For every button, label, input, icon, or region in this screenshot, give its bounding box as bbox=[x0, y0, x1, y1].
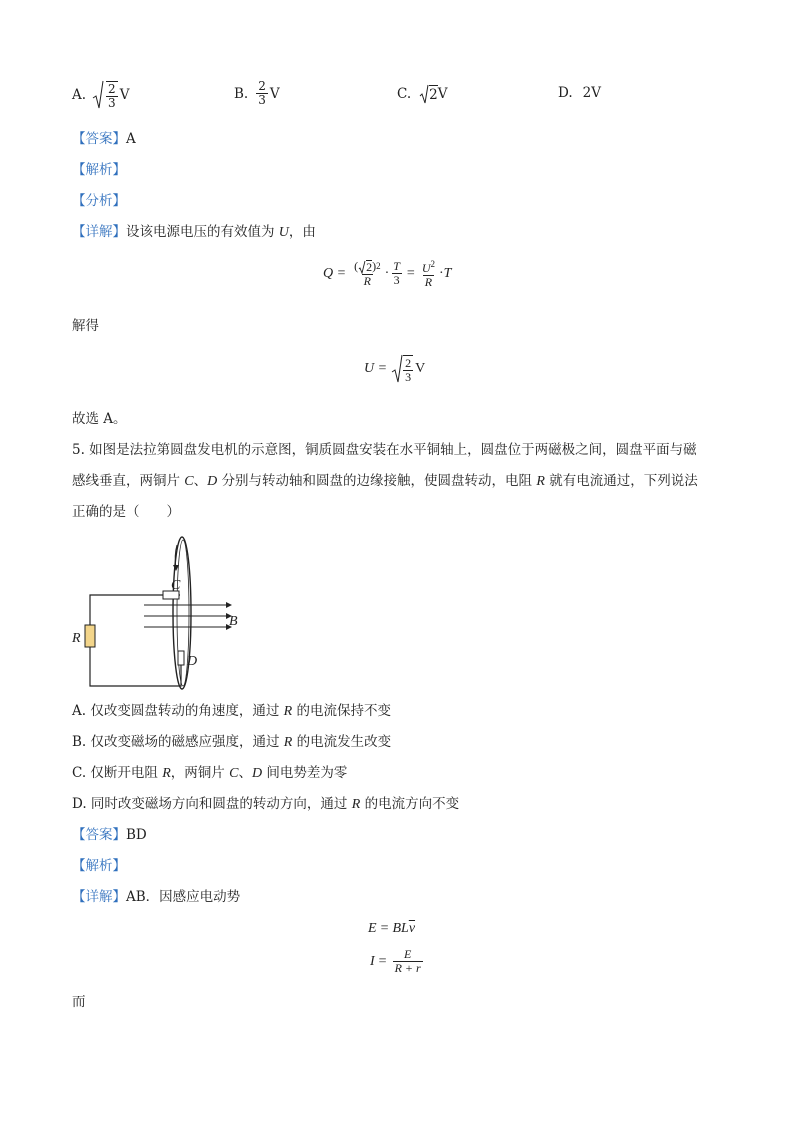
answer-line-q5: 【答案】BD bbox=[72, 827, 147, 843]
equation-q-energy: Q = ( 2 ) 2 R · $\frac{T}{3}$ = $\frac{U^2}{R}$ · T bbox=[323, 259, 452, 289]
contact-D bbox=[178, 651, 184, 665]
equation-u-result: U = $\frac{2}{3}$ V bbox=[364, 355, 426, 384]
option-b-q4: B. $\frac{2}{3}$ V bbox=[234, 79, 280, 107]
q5-option-b: B. 仅改变磁场的磁感应强度，通过 R 的电流发生改变 bbox=[72, 734, 392, 750]
answer-line-q4: 【答案】A bbox=[72, 131, 136, 147]
radical-sign bbox=[92, 80, 104, 110]
q5-stem-line-1: 5. 如图是法拉第圆盘发电机的示意图，铜质圆盘安装在水平铜轴上，圆盘位于两磁极之间，圆盘平面与磁 bbox=[72, 442, 697, 458]
label-R: R bbox=[72, 631, 81, 646]
resistor bbox=[85, 625, 95, 647]
circuit-wire-lower bbox=[90, 647, 181, 686]
conclusion-q4: 故选 A。 bbox=[72, 411, 127, 427]
equation-emf: E = BL $\overline{v}$ bbox=[368, 921, 416, 936]
option-letter: A. bbox=[72, 87, 87, 103]
fenxi-label-q4: 【分析】 bbox=[72, 193, 126, 209]
faraday-disk-diagram bbox=[68, 533, 258, 693]
detail-line-q4: 【详解】设该电源电压的有效值为 U，由 bbox=[72, 224, 316, 240]
q5-option-d: D. 同时改变磁场方向和圆盘的转动方向，通过 R 的电流方向不变 bbox=[72, 796, 460, 812]
analysis-label-q5: 【解析】 bbox=[72, 858, 126, 874]
radical-sign bbox=[391, 354, 403, 384]
q5-stem-line-2: 感线垂直，两铜片 C、D 分别与转动轴和圆盘的边缘接触，使圆盘转动，电阻 R 就有电流通过，下列说法 bbox=[72, 473, 698, 489]
q5-option-c: C. 仅断开电阻 R，两铜片 C、D 间电势差为零 bbox=[72, 765, 348, 781]
q5-stem-line-3: 正确的是（ ） bbox=[72, 504, 180, 520]
label-C: C bbox=[171, 578, 181, 593]
analysis-label-q4: 【解析】 bbox=[72, 162, 126, 178]
label-B: B bbox=[229, 614, 238, 629]
sqrt-fraction: $\frac{2}{3}$ bbox=[92, 80, 120, 110]
option-a-q4: A. $\frac{2}{3}$ V bbox=[72, 81, 130, 110]
magnetic-field-lines bbox=[144, 605, 226, 627]
jiede-text: 解得 bbox=[72, 318, 99, 334]
radical-sign bbox=[358, 260, 366, 274]
er-text: 而 bbox=[72, 994, 86, 1010]
fraction: $\frac{2}{3}$ bbox=[258, 79, 266, 107]
equation-current: I = $\frac{E}{R + r}$ bbox=[370, 947, 421, 975]
label-D: D bbox=[187, 654, 198, 669]
radical-sign bbox=[419, 84, 429, 104]
detail-line-q5: 【详解】AB．因感应电动势 bbox=[72, 889, 241, 905]
option-c-q4: C. 2 V bbox=[397, 86, 448, 103]
option-d-q4: D. 2V bbox=[558, 85, 601, 101]
q5-option-a: A. 仅改变圆盘转动的角速度，通过 R 的电流保持不变 bbox=[72, 703, 391, 719]
